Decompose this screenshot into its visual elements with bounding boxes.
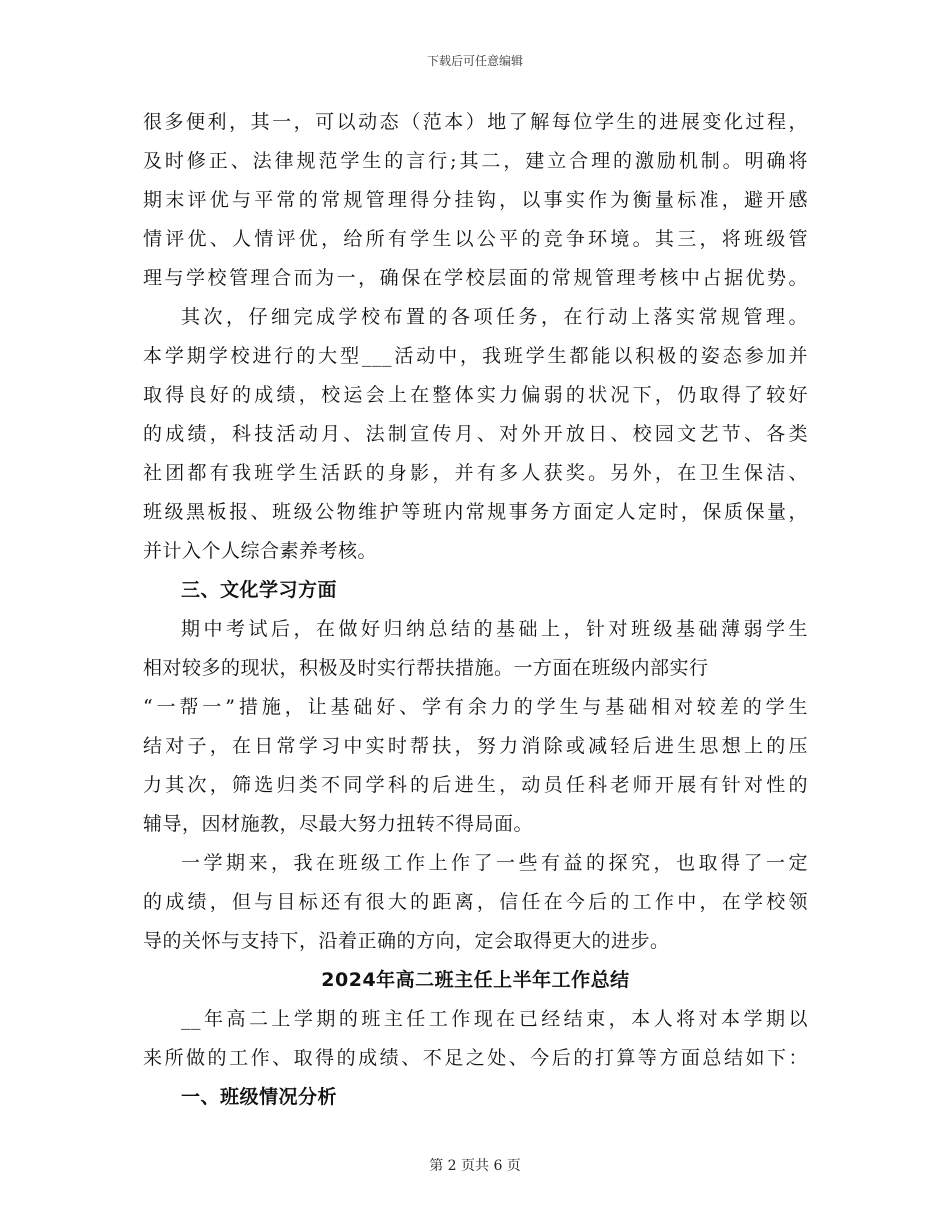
paragraph-line: 理与学校管理合而为一，确保在学校层面的常规管理考核中占据优势。 <box>143 267 808 289</box>
paragraph-line: 期中考试后，在做好归纳总结的基础上，针对班级基础薄弱学生 <box>181 618 808 640</box>
document-title: 2024年高二班主任上半年工作总结 <box>321 969 630 991</box>
paragraph-line: 班级黑板报、班级公物维护等班内常规事务方面定人定时，保质保量， <box>143 501 808 523</box>
paragraph-line: 并计入个人综合素养考核。 <box>143 540 378 562</box>
paragraph-line: 相对较多的现状，积极及时实行帮扶措施。一方面在班级内部实行 <box>143 657 709 679</box>
paragraph-line: 的成绩，但与目标还有很大的距离，信任在今后的工作中，在学校领 <box>143 891 808 913</box>
paragraph-line: 的成绩，科技活动月、法制宣传月、对外开放日、校园文艺节、各类 <box>143 423 808 445</box>
paragraph-line: 辅导，因材施教，尽最大努力扭转不得局面。 <box>143 813 534 835</box>
paragraph-line: 取得良好的成绩，校运会上在整体实力偏弱的状况下，仍取得了较好 <box>143 384 808 406</box>
paragraph-line: 来所做的工作、取得的成绩、不足之处、今后的打算等方面总结如下： <box>143 1047 808 1069</box>
page-header: 下载后可任意编辑 <box>426 54 523 68</box>
paragraph-line: 很多便利，其一，可以动态（范本）地了解每位学生的进展变化过程， <box>143 111 808 133</box>
paragraph-line: 其次，仔细完成学校布置的各项任务，在行动上落实常规管理。 <box>181 306 808 328</box>
paragraph-line: 导的关怀与支持下，沿着正确的方向，定会取得更大的进步。 <box>143 930 670 952</box>
paragraph-line: 一学期来，我在班级工作上作了一些有益的探究，也取得了一定 <box>181 852 808 874</box>
paragraph-line: 社团都有我班学生活跃的身影，并有多人获奖。另外，在卫生保洁、 <box>143 462 808 484</box>
document-body <box>143 103 808 1117</box>
page-number: 第 2 页共 6 页 <box>429 1158 521 1174</box>
section-heading: 三、文化学习方面 <box>181 579 338 601</box>
paragraph-line: 及时修正、法律规范学生的言行;其二，建立合理的激励机制。明确将 <box>143 150 808 172</box>
paragraph-line: 力其次，筛选归类不同学科的后进生，动员任科老师开展有针对性的 <box>143 774 808 796</box>
paragraph-line: 情评优、人情评优，给所有学生以公平的竞争环境。其三，将班级管 <box>143 228 808 250</box>
paragraph-line: 结对子，在日常学习中实时帮扶，努力消除或减轻后进生思想上的压 <box>143 735 808 757</box>
section-heading: 一、班级情况分析 <box>181 1086 338 1108</box>
paragraph-line: __年高二上学期的班主任工作现在已经结束，本人将对本学期以 <box>181 1008 808 1030</box>
paragraph-line: 期末评优与平常的常规管理得分挂钩，以事实作为衡量标准，避开感 <box>143 189 808 211</box>
paragraph-line: 本学期学校进行的大型___活动中，我班学生都能以积极的姿态参加并 <box>143 345 808 367</box>
paragraph-line: “一帮一”措施，让基础好、学有余力的学生与基础相对较差的学生 <box>143 696 808 718</box>
